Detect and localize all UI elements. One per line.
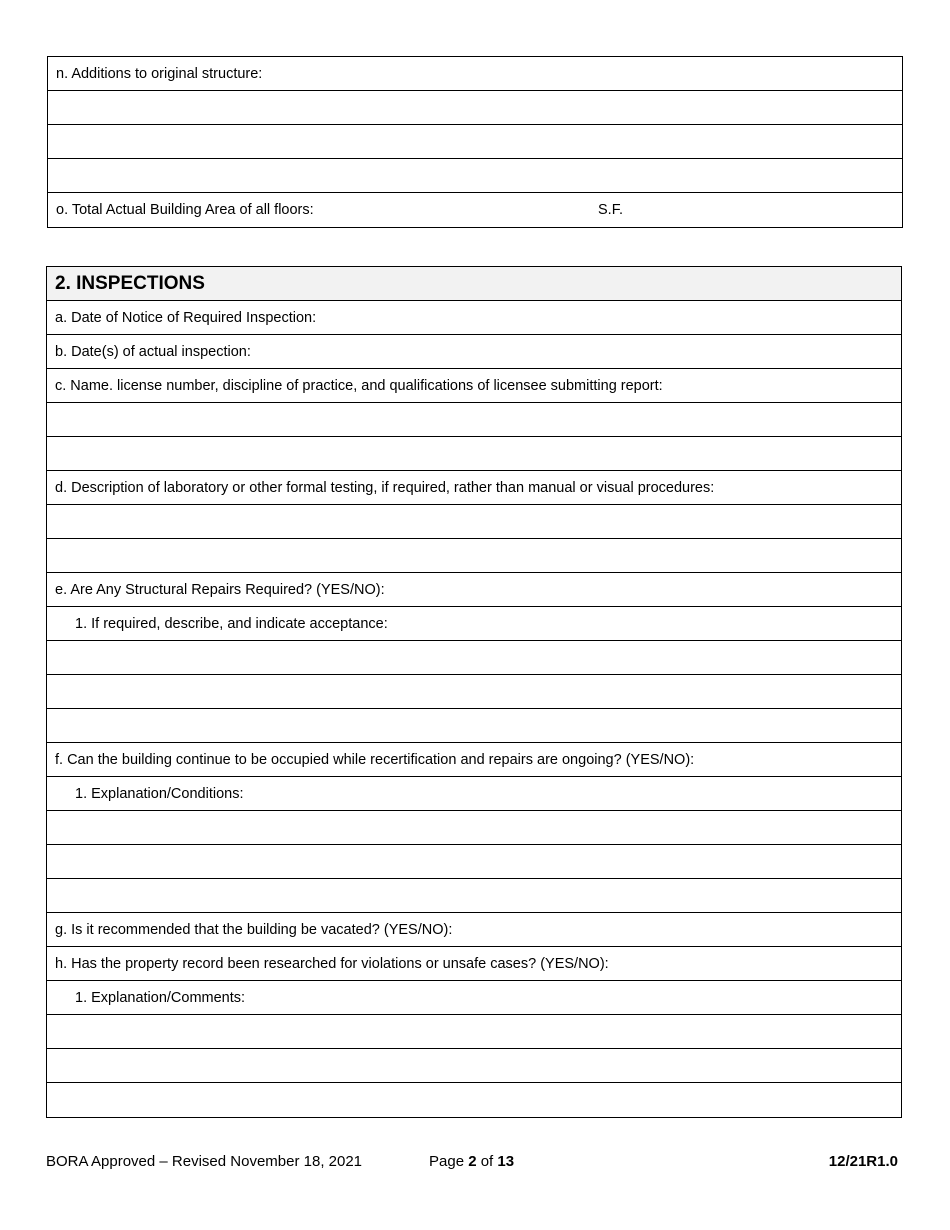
comments-label: 1. Explanation/Comments: bbox=[75, 989, 246, 1006]
blank-field-row[interactable] bbox=[47, 709, 901, 743]
blank-field-row[interactable] bbox=[47, 403, 901, 437]
blank-field-row[interactable] bbox=[47, 641, 901, 675]
additions-label: n. Additions to original structure: bbox=[56, 65, 263, 82]
row-n bbox=[48, 57, 902, 91]
blank-field-row[interactable] bbox=[47, 505, 901, 539]
footer-page-number bbox=[429, 1153, 514, 1170]
blank-field-row[interactable] bbox=[47, 539, 901, 573]
row-e1 bbox=[47, 607, 901, 641]
page-of: of bbox=[476, 1153, 498, 1170]
blank-field-row[interactable] bbox=[47, 1015, 901, 1049]
page-total: 13 bbox=[497, 1153, 515, 1170]
notice-date-label: a. Date of Notice of Required Inspection: bbox=[55, 309, 317, 326]
row-a[interactable] bbox=[47, 301, 901, 335]
occupancy-label: f. Can the building continue to be occupied while recertification and repairs are ongoing? (YES/NO): bbox=[55, 751, 695, 768]
vacate-label: g. Is it recommended that the building be vacated? (YES/NO): bbox=[55, 921, 453, 938]
blank-field-row[interactable] bbox=[48, 125, 902, 159]
section-title bbox=[47, 267, 901, 301]
row-o[interactable] bbox=[48, 193, 902, 227]
repairs-required-label: e. Are Any Structural Repairs Required? (YES/NO): bbox=[55, 581, 385, 598]
inspections-heading: 2. INSPECTIONS bbox=[55, 272, 205, 294]
footer-approval: BORA Approved – Revised November 18, 2021 bbox=[46, 1153, 363, 1170]
row-d bbox=[47, 471, 901, 505]
building-info-table-continued bbox=[47, 56, 903, 228]
page-prefix: Page bbox=[429, 1153, 469, 1170]
blank-field-row[interactable] bbox=[47, 1049, 901, 1083]
blank-field-row[interactable] bbox=[48, 91, 902, 125]
row-c bbox=[47, 369, 901, 403]
blank-field-row[interactable] bbox=[47, 1083, 901, 1117]
row-e[interactable] bbox=[47, 573, 901, 607]
row-f[interactable] bbox=[47, 743, 901, 777]
conditions-label: 1. Explanation/Conditions: bbox=[75, 785, 244, 802]
inspections-table bbox=[46, 266, 902, 1118]
blank-field-row[interactable] bbox=[47, 437, 901, 471]
blank-field-row[interactable] bbox=[48, 159, 902, 193]
footer-form-code: 12/21R1.0 bbox=[828, 1153, 898, 1170]
blank-field-row[interactable] bbox=[47, 879, 901, 913]
blank-field-row[interactable] bbox=[47, 675, 901, 709]
row-f1 bbox=[47, 777, 901, 811]
repairs-description-label: 1. If required, describe, and indicate acceptance: bbox=[75, 615, 388, 632]
licensee-label: c. Name. license number, discipline of practice, and qualifications of licensee submitting report: bbox=[55, 377, 663, 394]
blank-field-row[interactable] bbox=[47, 811, 901, 845]
violations-label: h. Has the property record been researched for violations or unsafe cases? (YES/NO): bbox=[55, 955, 609, 972]
row-h[interactable] bbox=[47, 947, 901, 981]
inspection-date-label: b. Date(s) of actual inspection: bbox=[55, 343, 251, 360]
page-current: 2 bbox=[468, 1153, 477, 1170]
row-g[interactable] bbox=[47, 913, 901, 947]
blank-field-row[interactable] bbox=[47, 845, 901, 879]
row-b[interactable] bbox=[47, 335, 901, 369]
testing-description-label: d. Description of laboratory or other formal testing, if required, rather than manual or visual procedures: bbox=[55, 479, 715, 496]
row-h1 bbox=[47, 981, 901, 1015]
area-unit-label: S.F. bbox=[598, 202, 623, 218]
total-area-label: o. Total Actual Building Area of all floors: bbox=[56, 202, 314, 218]
